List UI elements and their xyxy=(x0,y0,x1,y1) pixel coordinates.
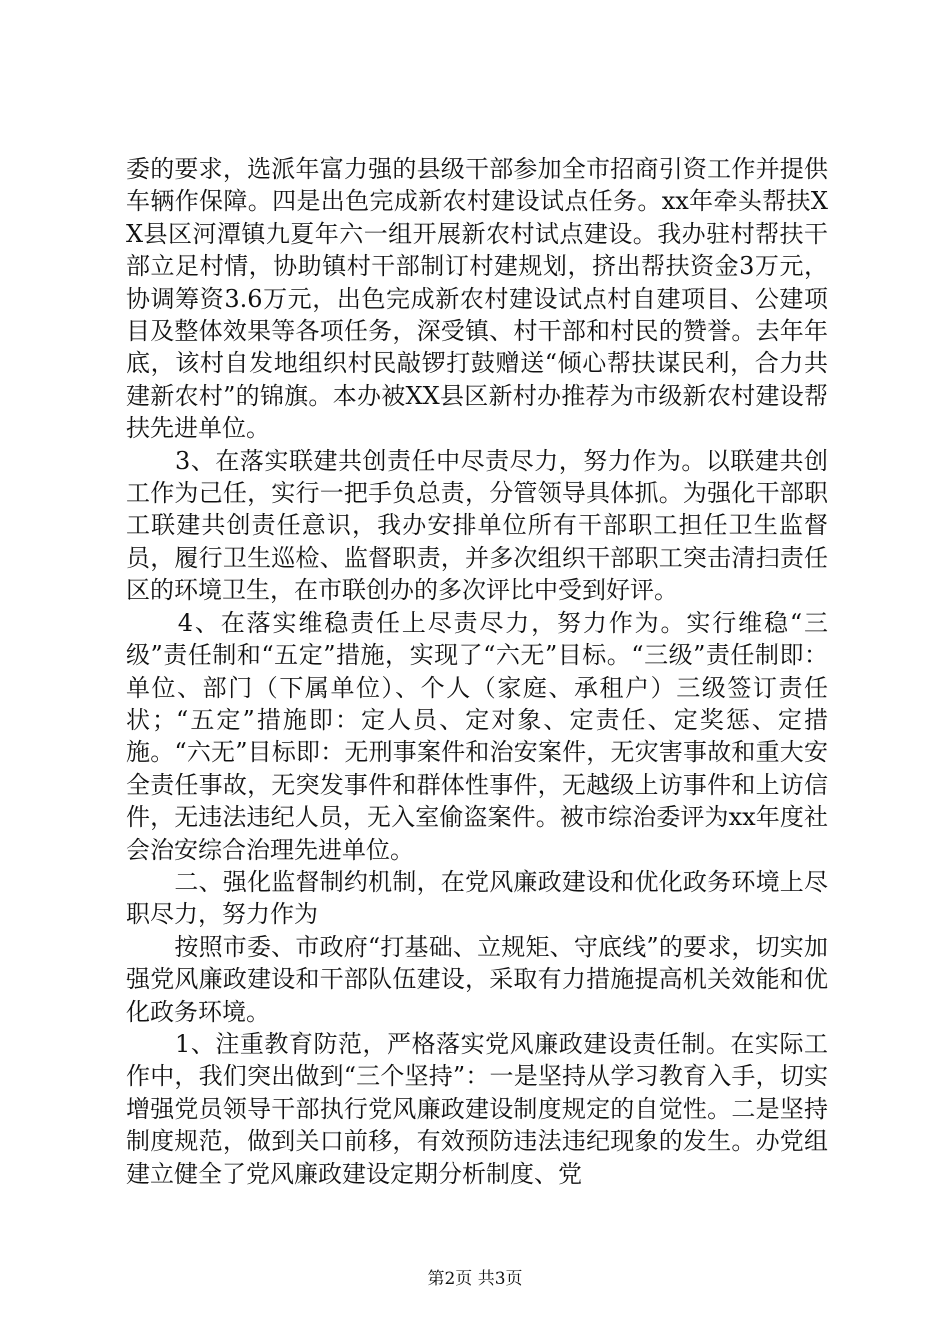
document-body xyxy=(126,153,828,1190)
paragraph-2: 3、在落实联建共创责任中尽责尽力，努力作为。以联建共创工作为己任，实行一把手负总责，分管领导具体抓。为强化干部职工联建共创责任意识，我办安排单位所有干部职工担任卫生监督员，履行卫生巡检、监督职责，并多次组织干部职工突击清扫责任区的环境卫生，在市联创办的多次评比中受到好评。 xyxy=(126,446,828,605)
paragraph-5: 按照市委、市政府“打基础、立规矩、守底线”的要求，切实加强党风廉政建设和干部队伍建设，采取有力措施提高机关效能和优化政务环境。 xyxy=(126,932,828,1026)
paragraph-3: 4、在落实维稳责任上尽责尽力，努力作为。实行维稳“三级”责任制和“五定”措施，实现了“六无”目标。“三级”责任制即：单位、部门（下属单位）、个人（家庭、承租户）三级签订责任状；“五定”措施即：定人员、定对象、定责任、定奖惩、定措施。“六无”目标即：无刑事案件和治安案件，无灾害事故和重大安全责任事故，无突发事件和群体性事件，无越级上访事件和上访信件，无违法违纪人员，无入室偷盗案件。被市综治委评为xx年度社会治安综合治理先进单位。 xyxy=(126,608,828,864)
paragraph-6: 1、注重教育防范，严格落实党风廉政建设责任制。在实际工作中，我们突出做到“三个坚持”：一是坚持从学习教育入手，切实增强党员领导干部执行党风廉政建设制度规定的自觉性。二是坚持制度规范，做到关口前移，有效预防违法违纪现象的发生。办党组建立健全了党风廉政建设定期分析制度、党 xyxy=(126,1029,828,1188)
paragraph-1: 委的要求，选派年富力强的县级干部参加全市招商引资工作并提供车辆作保障。四是出色完成新农村建设试点任务。xx年牵头帮扶XX县区河潭镇九夏年六一组开展新农村试点建设。我办驻村帮扶干部立足村情，协助镇村干部制订村建规划，挤出帮扶资金3万元，协调筹资3.6万元，出色完成新农村建设试点村自建项目、公建项目及整体效果等各项任务，深受镇、村干部和村民的赞誉。去年年底，该村自发地组织村民敲锣打鼓赠送“倾心帮扶谋民利，合力共建新农村”的锦旗。本办被XX县区新村办推荐为市级新农村建设帮扶先进单位。 xyxy=(126,155,828,443)
page-footer: 第2页 共3页 xyxy=(427,1269,523,1289)
section-heading: 二、强化监督制约机制，在党风廉政建设和优化政务环境上尽职尽力，努力作为 xyxy=(126,867,828,929)
